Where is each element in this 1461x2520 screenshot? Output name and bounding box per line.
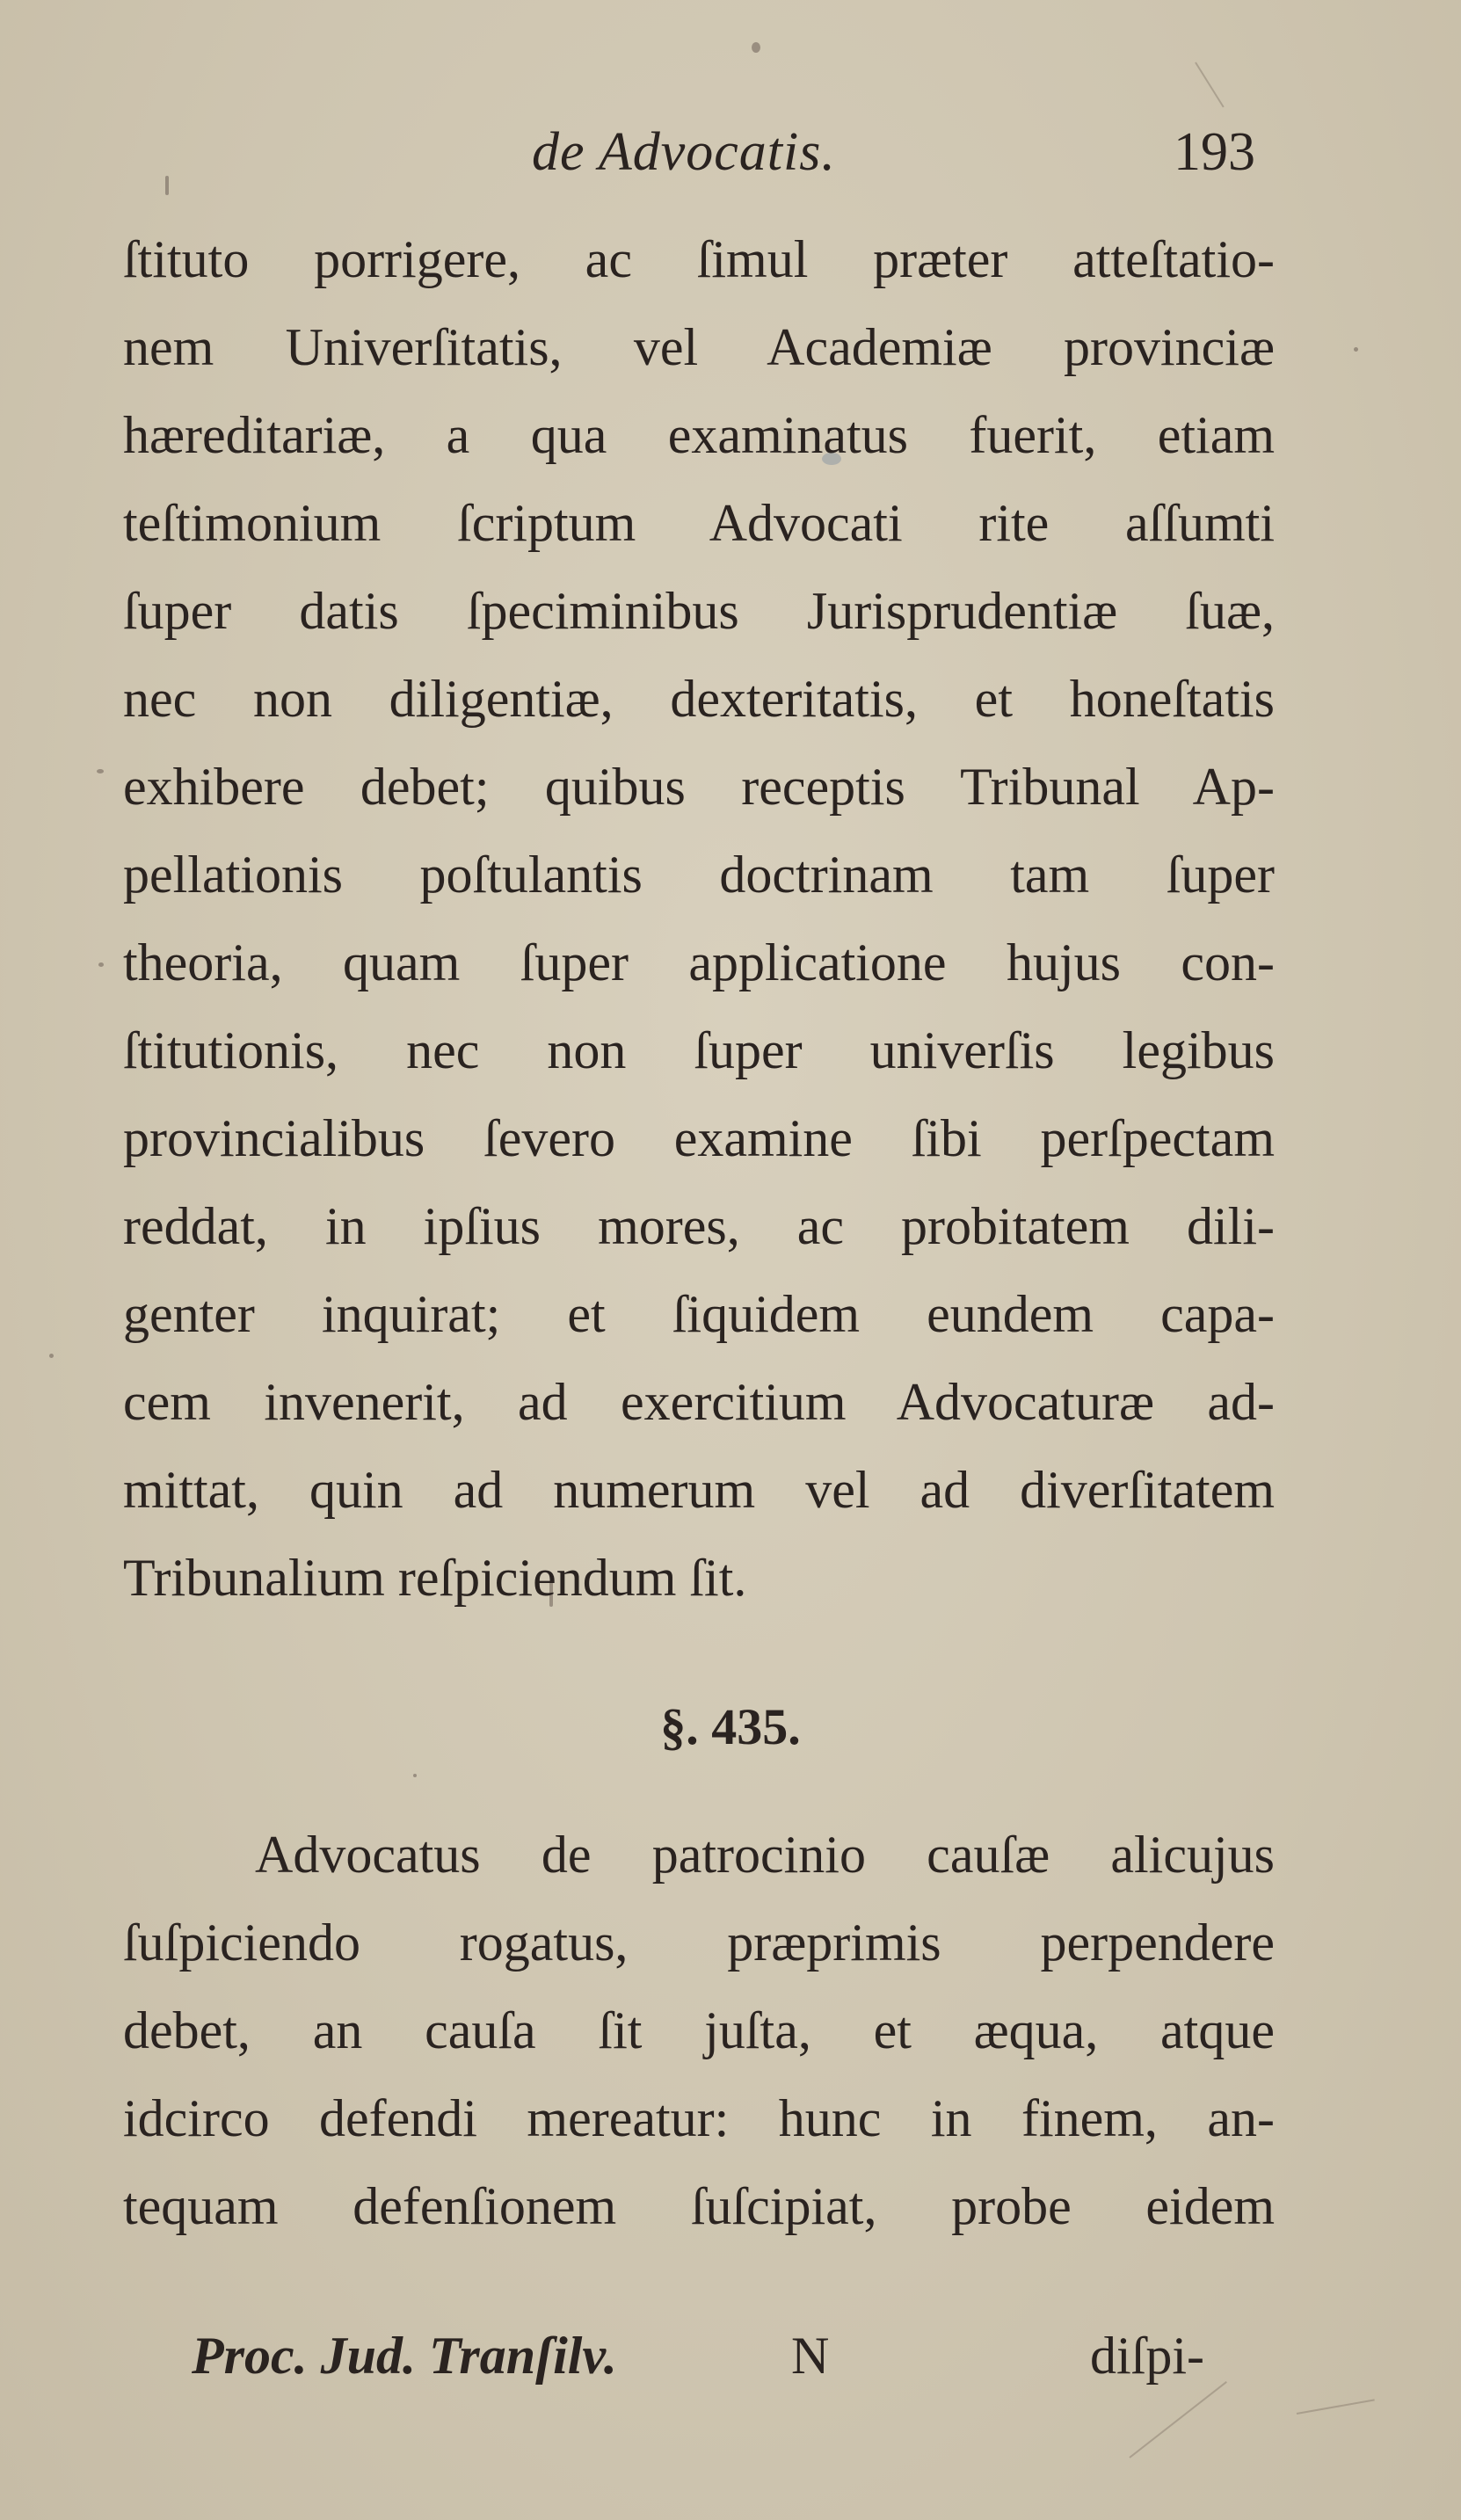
text-line: mittat, quin ad numerum vel ad diverſitatem	[123, 1461, 1275, 1519]
paper-speck	[752, 42, 760, 53]
text-line: nec non diligentiæ, dexteritatis, et honeſtatis	[123, 670, 1275, 728]
section-heading: §. 435.	[660, 1698, 801, 1755]
text-line: cem invenerit, ad exercitium Advocaturæ ad-	[123, 1373, 1275, 1431]
signature-title: Proc. Jud. Tranſilv.	[192, 2327, 617, 2385]
signature-mark: N	[791, 2327, 830, 2385]
catchword: diſpi-	[1090, 2327, 1204, 2385]
page-number: 193	[1174, 122, 1255, 182]
paragraph-continuation	[123, 215, 1275, 1622]
text-line: genter inquirat; et ſiquidem eundem capa-	[123, 1285, 1275, 1343]
text-line: ſtitutionis, nec non ſuper univerſis legibus	[123, 1021, 1275, 1079]
text-line: Advocatus de patrocinio cauſæ alicujus	[255, 1826, 1275, 1884]
paper-speck	[97, 769, 104, 773]
paragraph-section-435	[123, 1811, 1275, 2250]
text-line: debet, an cauſa ſit juſta, et æqua, atque	[123, 2001, 1275, 2059]
paper-speck	[49, 1354, 54, 1358]
paper-speck	[413, 1774, 417, 1777]
text-line: provincialibus ſevero examine ſibi perſpectam	[123, 1109, 1275, 1167]
text-line: exhibere debet; quibus receptis Tribunal Ap-	[123, 758, 1275, 816]
running-head	[0, 113, 1461, 192]
paper-scratch	[1297, 2399, 1375, 2415]
text-line: pellationis poſtulantis doctrinam tam ſuper	[123, 846, 1275, 904]
text-line: teſtimonium ſcriptum Advocati rite aſſumti	[123, 494, 1275, 552]
text-line: idcirco defendi mereatur: hunc in finem, an-	[123, 2089, 1275, 2147]
paper-speck	[98, 962, 104, 967]
text-line: Tribunalium reſpiciendum ſit.	[123, 1549, 747, 1607]
text-line: reddat, in ipſius mores, ac probitatem dili-	[123, 1197, 1275, 1255]
text-line: nem Univerſitatis, vel Academiæ provinciæ	[123, 318, 1275, 376]
page-footer	[0, 2316, 1461, 2395]
text-line: ſuſpiciendo rogatus, præprimis perpendere	[123, 1914, 1275, 1972]
text-line: hæreditariæ, a qua examinatus fuerit, etiam	[123, 406, 1275, 464]
text-line: tequam defenſionem ſuſcipiat, probe eidem	[123, 2177, 1275, 2235]
running-title: de Advocatis.	[532, 122, 836, 182]
text-line: ſtituto porrigere, ac ſimul præter atteſtatio-	[123, 230, 1275, 288]
paper-speck	[1354, 347, 1358, 352]
text-line: ſuper datis ſpeciminibus Jurisprudentiæ ſuæ,	[123, 582, 1275, 640]
paper-scratch	[1195, 62, 1224, 107]
text-line: theoria, quam ſuper applicatione hujus con-	[123, 933, 1275, 991]
